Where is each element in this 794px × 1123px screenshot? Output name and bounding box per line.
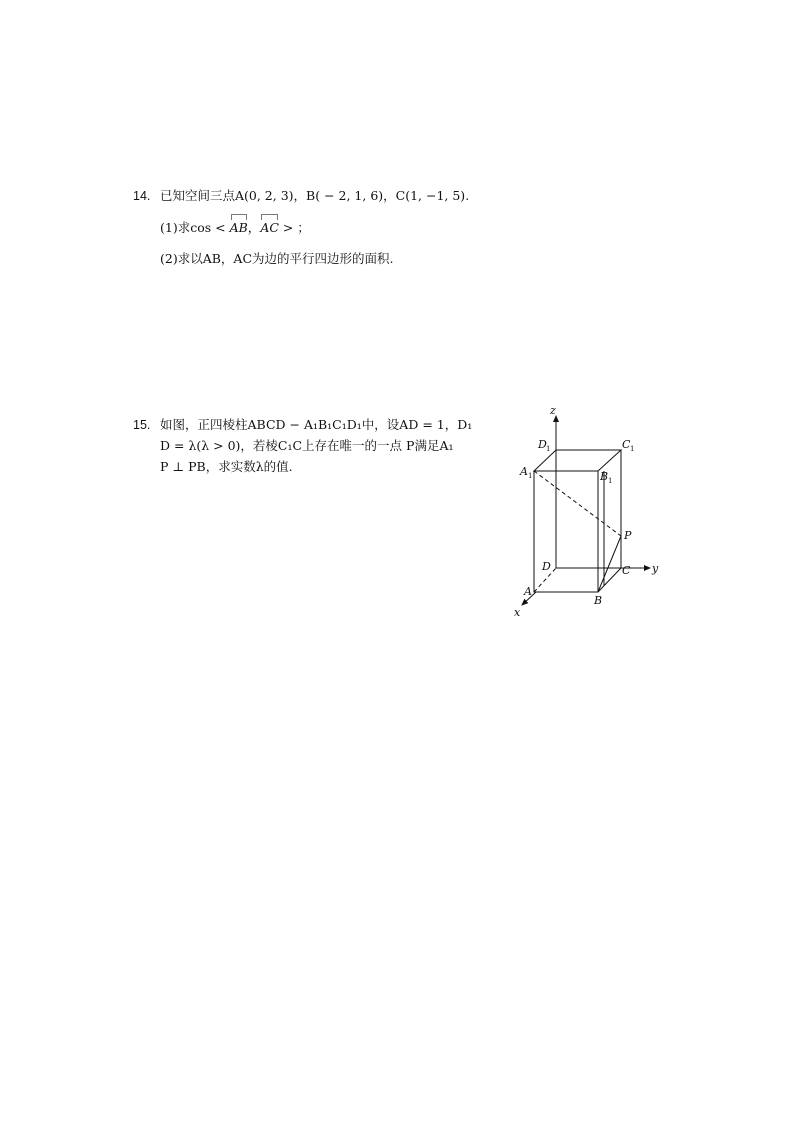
q14-part1-sep: ，: [247, 220, 261, 235]
q15-line3: P ⊥ PB，求实数λ的值.: [160, 459, 293, 474]
vector-ab: AB: [229, 220, 248, 235]
front-face: [534, 471, 598, 592]
q14-part2: (2)求以AB，AC为边的平行四边形的面积.: [160, 251, 394, 266]
q14-number: 14.: [133, 189, 151, 203]
q15-line1: 如图，正四棱柱ABCD − A₁B₁C₁D₁中，设AD = 1，D₁: [160, 417, 473, 432]
label-c: C: [622, 564, 631, 577]
label-p: P: [624, 529, 632, 542]
label-d: D: [542, 560, 551, 573]
q14-stem: 已知空间三点A(0, 2, 3)，B( − 2, 1, 6)，C(1, −1, 5).: [160, 188, 470, 203]
top-face: [534, 450, 621, 471]
q14-part1-prefix: (1)求cos <: [160, 220, 230, 235]
vector-ac: AC: [260, 220, 279, 235]
label-b1: B: [600, 470, 609, 483]
label-x: x: [514, 606, 521, 619]
label-z: z: [550, 404, 556, 417]
label-b: B: [594, 594, 603, 607]
q14-part1: [160, 218, 310, 236]
label-a: A: [524, 585, 532, 598]
prism-figure: [500, 402, 680, 627]
label-a1-sub: 1: [528, 472, 533, 480]
label-b1-sub: 1: [608, 477, 613, 485]
label-c1-sub: 1: [630, 445, 635, 453]
segment-pb: [598, 536, 621, 592]
label-c1: C: [622, 438, 631, 451]
label-d1: D: [538, 438, 547, 451]
label-a1: A: [520, 465, 528, 478]
q15-number: 15.: [133, 418, 151, 432]
q14-part1-suffix: > ；: [278, 220, 310, 235]
edge-bc: [598, 568, 621, 592]
q15-line2: D = λ(λ > 0)，若棱C₁C上存在唯一的一点 P满足A₁: [160, 438, 454, 453]
label-d1-sub: 1: [546, 445, 551, 453]
prism-diagram: [500, 402, 680, 627]
label-y: y: [652, 562, 659, 575]
